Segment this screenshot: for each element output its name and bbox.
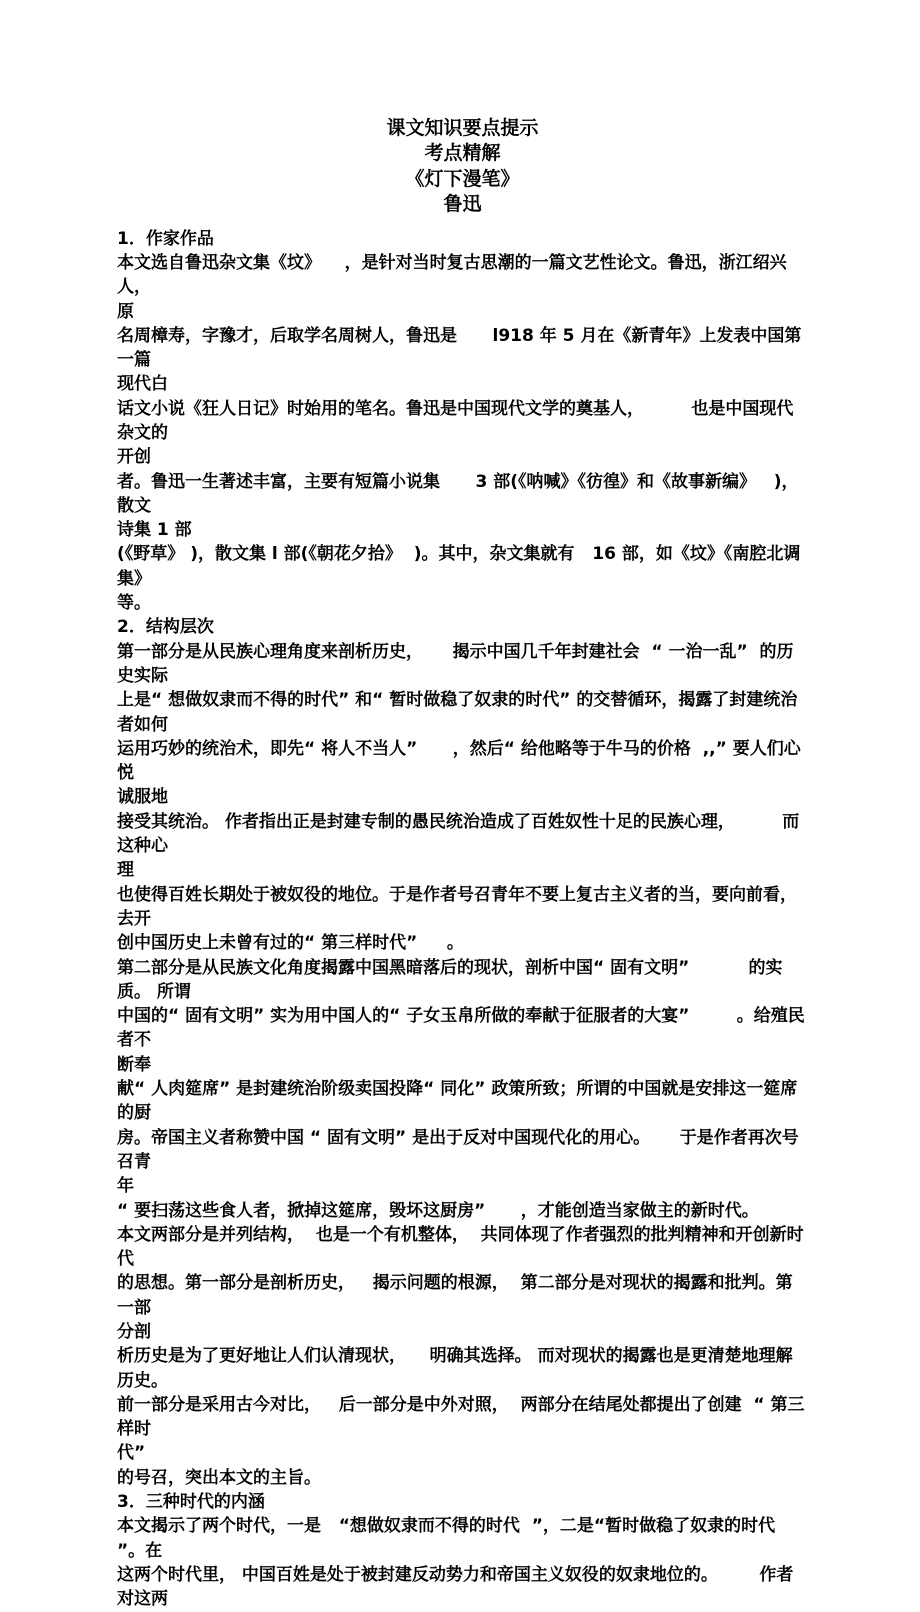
text-line: 析历史是为了更好地让人们认清现状， 明确其选择。 而对现状的揭露也是更清楚地理解历史。 [117, 1346, 793, 1391]
text-line: 第一部分是从民族心理角度来剖析历史， 揭示中国几千年封建社会 “ 一治一乱” 的历史实际 [117, 641, 794, 686]
text-line: 名周樟寿，字豫才，后取学名周树人，鲁迅是 l918 年 5 月在《新青年》上发表中国第一篇 [117, 325, 802, 371]
text-line: 理 [117, 860, 134, 881]
text-line: 断奉 [117, 1054, 151, 1075]
text-line: 开创 [117, 447, 151, 468]
text-line: 创中国历史上未曾有过的“ 第三样时代” 。 [117, 933, 464, 954]
document-headings [117, 116, 808, 218]
text-line: 前一部分是采用古今对比， 后一部分是中外对照， 两部分在结尾处都提出了创建 “ 第三样时 [117, 1394, 805, 1440]
text-line: 第二部分是从民族文化角度揭露中国黑暗落后的现状，剖析中国“ 固有文明” 的实质。 所谓 [117, 957, 783, 1002]
text-line: 也使得百姓长期处于被奴役的地位。于是作者号召青年不要上复古主义者的当，要向前看， [117, 884, 797, 905]
text-line: (《野草》 )，散文集 l 部(《朝花夕拾》 )。其中，杂文集就有 16 部，如《坟》《南腔北调集》 [117, 544, 801, 589]
text-line: 本文揭示了两个时代，一是 “想做奴隶而不得的时代 ”，二是“暂时做稳了奴隶的时代 ”。在 [117, 1516, 787, 1561]
text-line: “ 要扫荡这些食人者，掀掉这筵席，毁坏这厨房” ，才能创造当家做主的新时代。 [117, 1200, 759, 1221]
text-line: 去开 [117, 908, 151, 929]
text-line: 等。 [117, 593, 151, 614]
text-line: 房。帝国主义者称赞中国 “ 固有文明” 是出于反对中国现代化的用心。 于是作者再次号召青 [117, 1127, 799, 1172]
text-line: 这两个时代里， 中国百姓是处于被封建反动势力和帝国主义奴役的奴隶地位的。 作者对这两 [117, 1564, 794, 1610]
text-line: 诗集 1 部 [117, 520, 192, 541]
text-line: 3．三种时代的内涵 [117, 1492, 265, 1513]
heading-line: 课文知识要点提示 [386, 117, 539, 139]
text-line: 本文选自鲁迅杂文集《坟》 ，是针对当时复古思潮的一篇文艺性论文。鲁迅，浙江绍兴人， [117, 252, 787, 298]
text-line: 的思想。第一部分是剖析历史， 揭示问题的根源， 第二部分是对现状的揭露和批判。第一部 [117, 1273, 793, 1318]
text-line: 献“ 人肉筵席” 是封建统治阶级卖国投降“ 同化” 政策所致；所谓的中国就是安排这一筵席 [117, 1079, 798, 1100]
text-line: 运用巧妙的统治术，即先“ 将人不当人” ，然后“ 给他略等于牛马的价格 ,,” 要人们心悦 [117, 738, 801, 784]
text-line: 者如何 [117, 714, 168, 735]
text-line: 接受其统治。 作者指出正是封建专制的愚民统治造成了百姓奴性十足的民族心理， 而这种心 [117, 811, 800, 857]
text-line: 原 [117, 301, 134, 322]
text-line: 代” [117, 1443, 146, 1464]
text-line: 话文小说《狂人日记》时始用的笔名。鲁迅是中国现代文学的奠基人， 也是中国现代杂文的 [117, 398, 794, 443]
text-line: 本文两部分是并列结构， 也是一个有机整体， 共同体现了作者强烈的批判精神和开创新时代 [117, 1224, 804, 1270]
document-body-lines [117, 227, 808, 1612]
text-line: 者。鲁迅一生著述丰富，主要有短篇小说集 3 部(《呐喊》《彷徨》和《故事新编》 )，散文 [117, 471, 799, 516]
heading-line: 《灯下漫笔》 [405, 167, 520, 190]
text-line: 诚服地 [117, 787, 168, 808]
text-line: 1．作家作品 [117, 228, 214, 249]
text-line: 分剖 [117, 1321, 151, 1342]
text-line: 的厨 [117, 1103, 151, 1124]
heading-line: 考点精解 [424, 142, 501, 165]
text-line: 中国的“ 固有文明” 实为用中国人的“ 子女玉帛所做的奉献于征服者的大宴” 。给殖民者不 [117, 1006, 805, 1051]
heading-line: 鲁迅 [443, 193, 482, 216]
text-line: 2．结构层次 [117, 617, 214, 638]
text-line: 上是“ 想做奴隶而不得的时代” 和“ 暂时做稳了奴隶的时代” 的交替循环，揭露了封建统治 [117, 690, 798, 711]
text-line: 现代白 [117, 374, 168, 395]
text-line: 的号召，突出本文的主旨。 [117, 1467, 321, 1488]
text-line: 年 [117, 1176, 134, 1197]
